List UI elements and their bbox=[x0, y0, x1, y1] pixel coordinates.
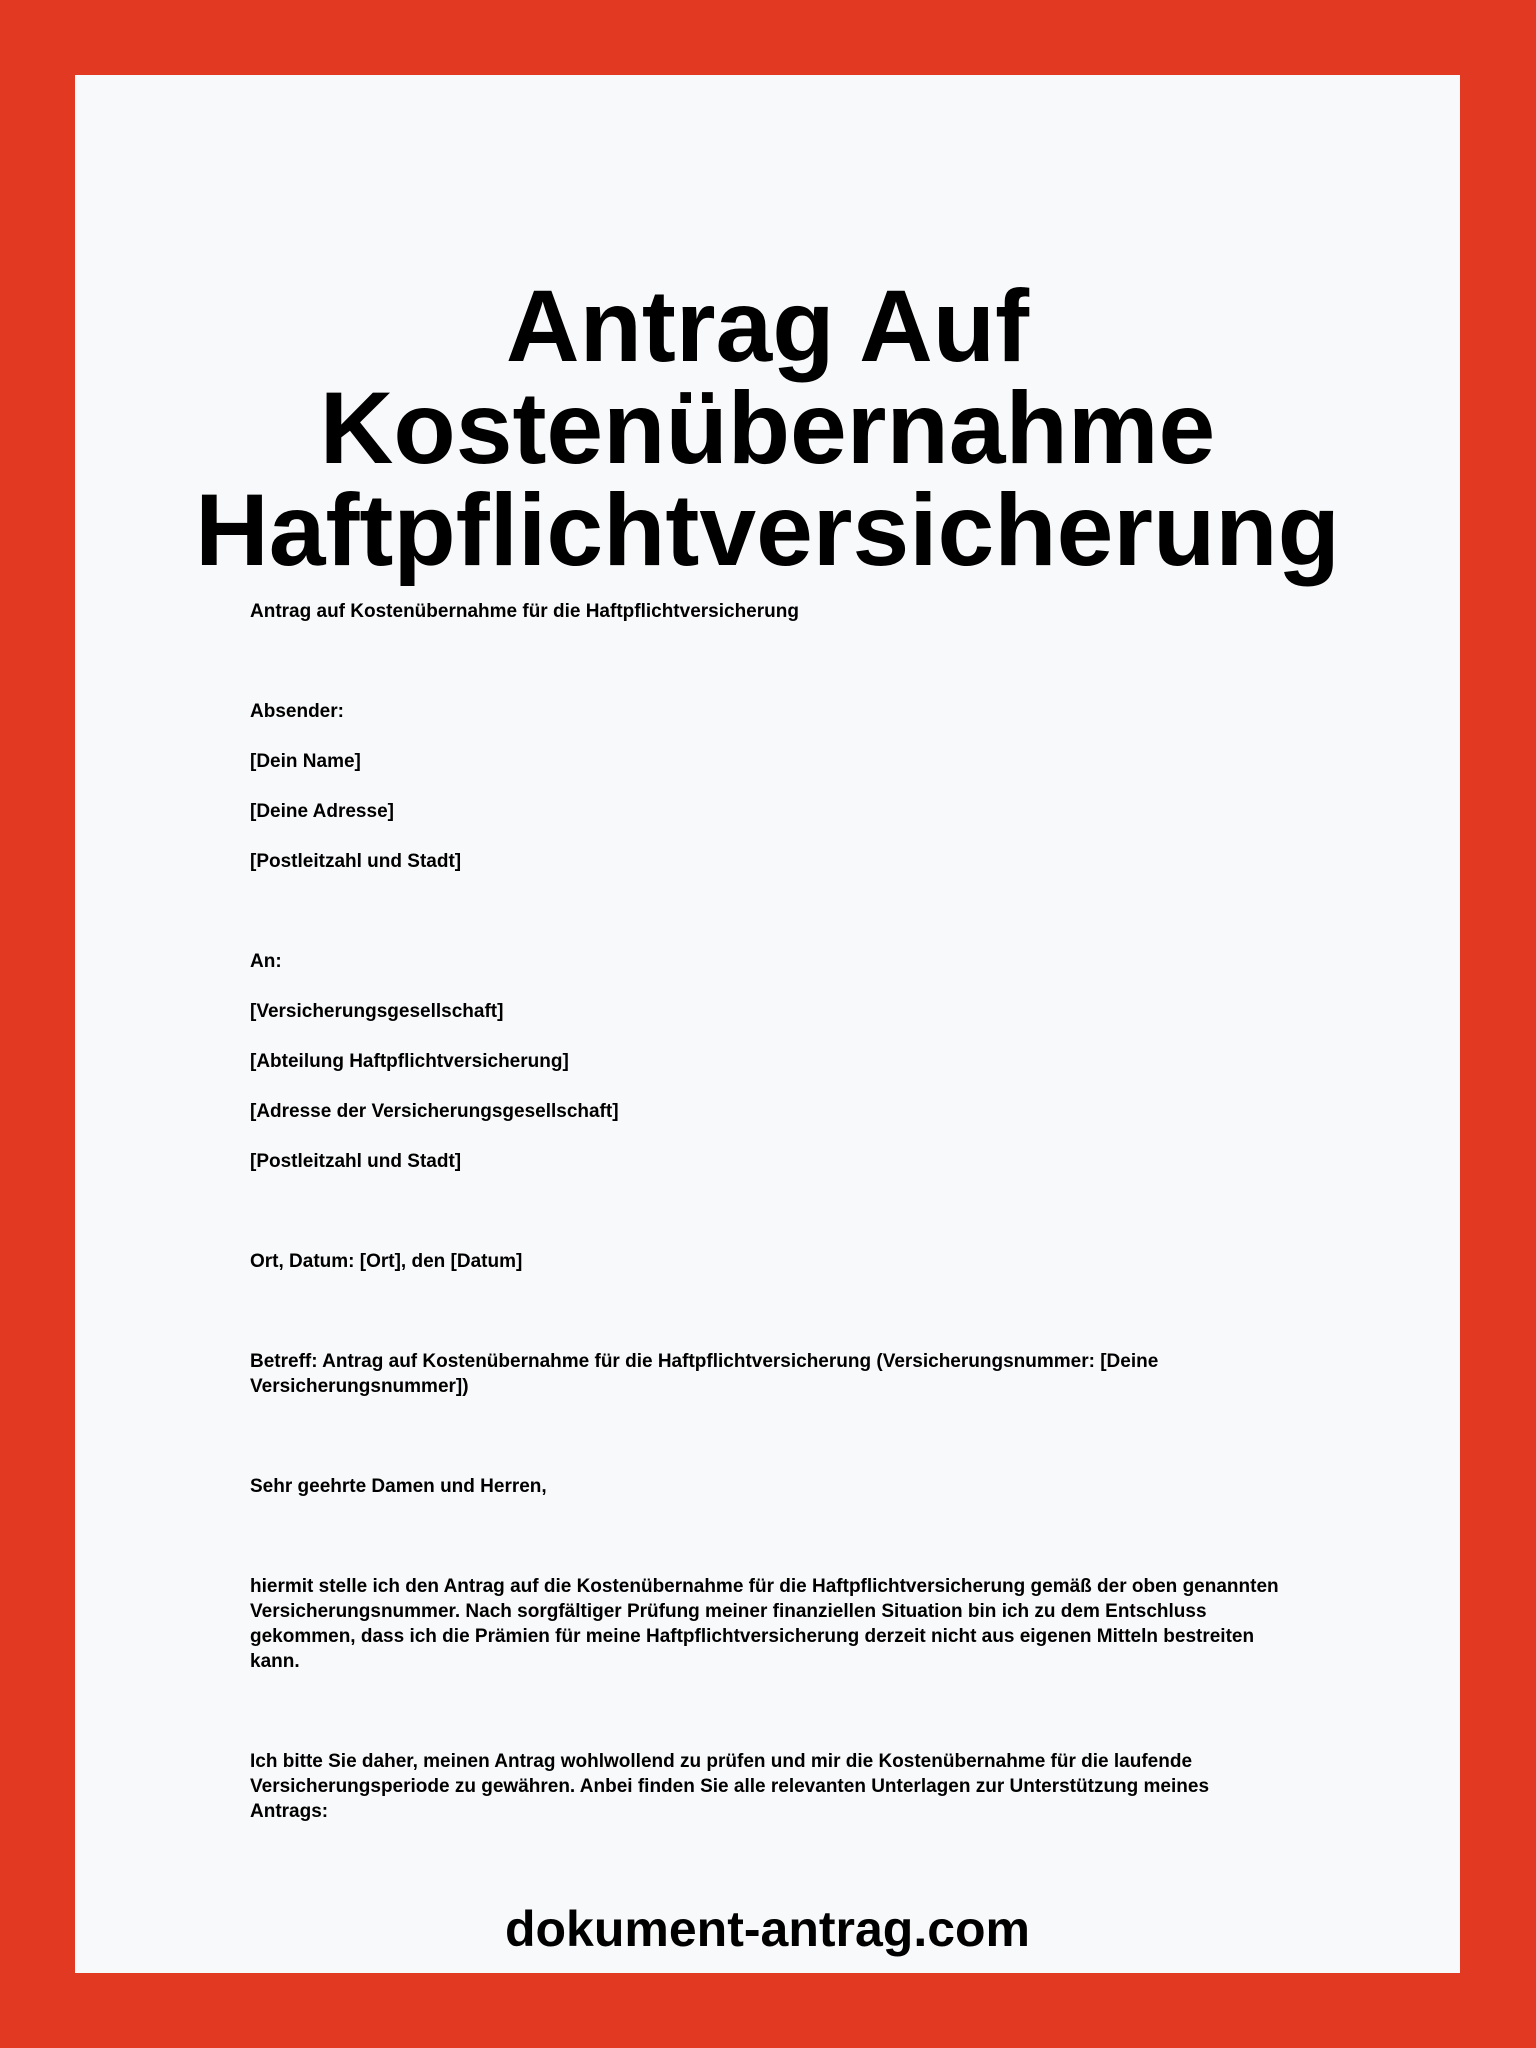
subject-line: Betreff: Antrag auf Kostenübernahme für die Haftpflichtversicherung (Versicherungsnummer: [Deine Versicherungsnummer]) bbox=[250, 1351, 1159, 1397]
recipient-city: [Postleitzahl und Stadt] bbox=[250, 1151, 462, 1172]
page-title bbox=[75, 269, 1460, 587]
recipient-address: [Adresse der Versicherungsgesellschaft] bbox=[250, 1101, 619, 1122]
letter-heading: Antrag auf Kostenübernahme für die Haftpflichtversicherung bbox=[250, 601, 799, 622]
sender-city: [Postleitzahl und Stadt] bbox=[250, 851, 462, 872]
paragraph-2: Ich bitte Sie daher, meinen Antrag wohlwollend zu prüfen und mir die Kostenübernahme für die laufende Versicherungsperiode zu gewähren. Anbei finden Sie alle relevanten Unterlagen zur Unterstützung meines Antrags: bbox=[250, 1751, 1210, 1822]
recipient-company: [Versicherungsgesellschaft] bbox=[250, 1001, 504, 1022]
paragraph-1: hiermit stelle ich den Antrag auf die Kostenübernahme für die Haftpflichtversicherung gemäß der oben genannten Versicherungsnummer. Nach sorgfältiger Prüfung meiner finanziellen Situation bin ich zu dem Entschluss gekommen, dass ich die Prämien für meine Haftpflichtversicherung derzeit nicht aus eigenen Mitteln bestreiten kann. bbox=[250, 1576, 1279, 1672]
sender-address: [Deine Adresse] bbox=[250, 801, 394, 822]
salutation: Sehr geehrte Damen und Herren, bbox=[250, 1476, 547, 1497]
sender-label: Absender: bbox=[250, 701, 344, 722]
title-line-1: Antrag Auf bbox=[505, 269, 1030, 383]
recipient-label: An: bbox=[250, 951, 282, 972]
footer-website: dokument-antrag.com bbox=[504, 1901, 1031, 1957]
title-line-3: Haftpflichtversicherung bbox=[195, 473, 1340, 587]
document-page bbox=[75, 75, 1460, 1973]
place-date: Ort, Datum: [Ort], den [Datum] bbox=[250, 1251, 523, 1272]
sender-name: [Dein Name] bbox=[250, 751, 361, 772]
title-line-2: Kostenübernahme bbox=[319, 371, 1216, 485]
recipient-department: [Abteilung Haftpflichtversicherung] bbox=[250, 1051, 569, 1072]
